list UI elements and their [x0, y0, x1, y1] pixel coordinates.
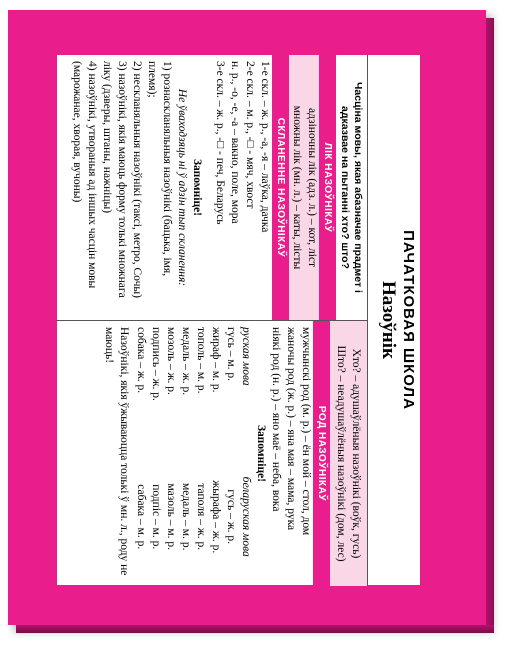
remember-note: Не ўваходзяць ні ў адзін тып скланення:	[176, 88, 188, 287]
comparison-header	[238, 321, 253, 586]
declension-line: н. р., -о, -е, -а – вакно, поле, мора	[229, 61, 241, 224]
russian-word: подпись – ж. р.	[150, 327, 162, 401]
comparison-row	[133, 321, 148, 586]
right-column	[56, 320, 368, 586]
belarusian-word: таполя – ж. р.	[195, 483, 207, 551]
gender-line: мужчынскі род (м. р.) – ён мой – стол, дом	[300, 327, 312, 536]
gender-line: жаночы род (ж. р.) – яна мая – мама, рука	[285, 327, 297, 531]
exception-item: 4) назоўнікі, утвораныя ад іншых часцін мовы (марожанае, хворая, вучоны)	[71, 61, 98, 289]
animacy-line: Што? – неадушаўлёныя назоўнікі (дом, лес)	[335, 345, 347, 562]
declension-line: 3-е скл. – ж. р., -□ - печ, Беларусь	[214, 61, 226, 225]
russian-word: мозоль – ж. р.	[165, 327, 177, 395]
gender-bar: РОД НАЗОЎНІКАЎ	[313, 321, 330, 586]
comparison-row	[148, 321, 163, 586]
exception-item: 1) рознаскланяльныя назоўнікі (бацька, імя, племя);	[146, 61, 173, 277]
series-title: ПАЧАТКОВАЯ ШКОЛА	[400, 230, 417, 410]
russian-word: жираф – м. р.	[210, 327, 222, 393]
left-column	[56, 55, 368, 320]
remember-heading: Запомніце!	[191, 158, 203, 217]
belarusian-word: медаль – м. р.	[180, 483, 192, 551]
belarusian-word: жырафа – ж. р.	[210, 480, 222, 554]
animacy-line: Хто? – адушаўлёныя назоўнікі (воўк, гусь)	[350, 348, 362, 559]
topic-title: Назоўнік	[378, 281, 399, 359]
belarusian-word: мазоль – м. р.	[165, 483, 177, 550]
header	[377, 55, 420, 585]
comparison-row	[163, 321, 178, 586]
exception-item: 2) нескланяльныя назоўнікі (таксі, метро, Сочы)	[131, 61, 143, 298]
number-line: адзіночны лік (адз. л.) – кот, ліст	[306, 107, 318, 268]
definition: Часціна мовы, якая абазначае прадмет і адказвае на пытанні хто? што?	[339, 82, 364, 293]
declension-line: 2-е скл. – м. р., -□ - мяч, хвост	[244, 61, 256, 209]
gender-line: ніякі род (н. р.) – яно маё – неба, вока	[270, 327, 282, 512]
belarusian-word: подпіс – м. р.	[150, 484, 162, 550]
card-edge	[16, 625, 494, 633]
declension-bar: СКЛАНЕННЕ НАЗОЎНІКАЎ	[272, 55, 289, 320]
russian-word: тополь – м. р.	[195, 327, 207, 394]
belarusian-word: сабака – м. р.	[135, 484, 147, 550]
belarusian-column-head: беларуская мова	[240, 476, 252, 557]
plural-note: Назоўнікі, якія ўжываюцца толькі ў мн. л., роду не маюць!	[103, 327, 130, 576]
exception-item: 3) назоўнікі, якія маюць форму толькі множнага ліку (дзверы, штаны, нажніцы)	[101, 61, 128, 298]
comparison-row	[178, 321, 193, 586]
russian-word: медаль – ж. р.	[180, 327, 192, 396]
russian-column-head: руская мова	[240, 327, 252, 386]
comparison-row	[193, 321, 208, 586]
comparison-row	[208, 321, 223, 586]
number-section	[289, 55, 319, 320]
card-edge	[486, 18, 494, 625]
russian-word: гусь – м. р.	[225, 327, 237, 381]
comparison-row	[223, 321, 238, 586]
remember-heading: Запомніце!	[255, 424, 267, 483]
content-panel	[57, 55, 420, 585]
declension-line: 1-е скл. – ж. р., -а, -я – лаўка, дачка	[259, 61, 271, 233]
animacy-section	[330, 321, 367, 586]
russian-word: собака – ж. р.	[135, 327, 147, 394]
number-bar: ЛІК НАЗОЎНІКАЎ	[319, 55, 336, 320]
belarusian-word: гусь – ж. р.	[225, 489, 237, 545]
rotated-content	[57, 55, 420, 585]
number-line: множны лік (мн. л.) – каты, лісты	[291, 105, 303, 270]
